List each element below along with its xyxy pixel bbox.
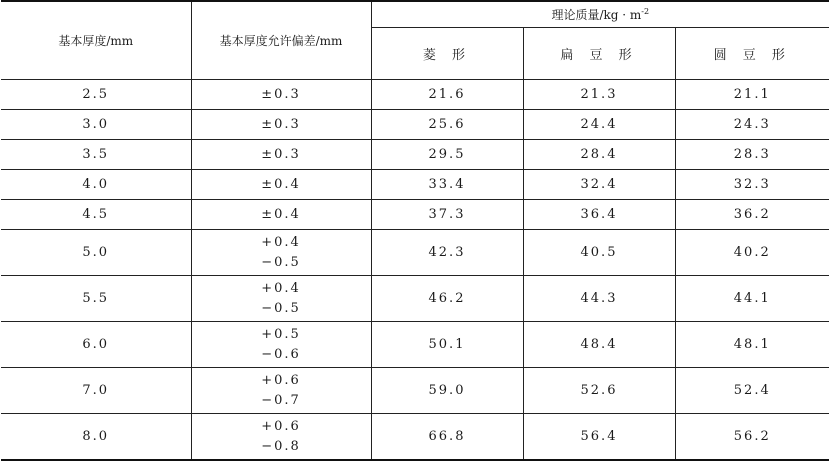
cell-mass-round-bean: 52.4 [675,368,829,414]
header-pattern-round-bean: 圆 豆 形 [675,28,829,80]
tolerance-value: ±0.4 [261,176,301,192]
tolerance-value: −0.8 [261,438,301,454]
cell-mass-diamond: 42.3 [371,230,523,276]
cell-mass-lentil: 40.5 [523,230,675,276]
cell-mass-round-bean: 24.3 [675,110,829,140]
cell-thickness: 8.0 [1,414,191,461]
table-row [1,230,829,276]
cell-thickness: 3.0 [1,110,191,140]
table-row [1,140,829,170]
cell-mass-lentil: 28.4 [523,140,675,170]
header-mass-group-text: 理论质量/kg · m [551,8,642,22]
tolerance-value: −0.7 [261,392,301,408]
cell-thickness: 5.0 [1,230,191,276]
tolerance-value: ±0.3 [261,146,301,162]
cell-mass-lentil: 56.4 [523,414,675,461]
header-pattern-diamond: 菱 形 [371,28,523,80]
weight-table [1,0,829,461]
cell-mass-round-bean: 28.3 [675,140,829,170]
cell-thickness: 2.5 [1,80,191,110]
cell-thickness: 3.5 [1,140,191,170]
cell-mass-round-bean: 40.2 [675,230,829,276]
tolerance-value: +0.4 [261,234,301,250]
cell-mass-diamond: 33.4 [371,170,523,200]
table-row [1,368,829,414]
cell-mass-lentil: 24.4 [523,110,675,140]
tolerance-value: +0.5 [261,326,301,342]
cell-mass-round-bean: 21.1 [675,80,829,110]
cell-tolerance [191,414,371,461]
cell-tolerance [191,170,371,200]
cell-mass-lentil: 32.4 [523,170,675,200]
header-mass-group-exponent: -2 [641,7,650,16]
table-row [1,200,829,230]
cell-mass-lentil: 44.3 [523,276,675,322]
table-row [1,80,829,110]
cell-thickness: 7.0 [1,368,191,414]
cell-thickness: 6.0 [1,322,191,368]
table-row [1,414,829,461]
cell-mass-round-bean: 56.2 [675,414,829,461]
cell-tolerance [191,200,371,230]
cell-thickness: 4.0 [1,170,191,200]
cell-mass-diamond: 37.3 [371,200,523,230]
header-mass-group [371,1,829,28]
cell-tolerance [191,276,371,322]
cell-mass-lentil: 36.4 [523,200,675,230]
tolerance-value: ±0.4 [261,206,301,222]
cell-mass-round-bean: 36.2 [675,200,829,230]
cell-tolerance [191,230,371,276]
cell-mass-diamond: 59.0 [371,368,523,414]
tolerance-value: −0.5 [261,254,301,270]
table-row [1,276,829,322]
tolerance-value: +0.6 [261,372,301,388]
cell-mass-diamond: 50.1 [371,322,523,368]
cell-tolerance [191,368,371,414]
header-thickness: 基本厚度/mm [1,1,191,80]
table-row [1,110,829,140]
tolerance-value: +0.6 [261,418,301,434]
cell-mass-diamond: 25.6 [371,110,523,140]
cell-mass-round-bean: 44.1 [675,276,829,322]
cell-mass-diamond: 21.6 [371,80,523,110]
cell-mass-round-bean: 32.3 [675,170,829,200]
cell-tolerance [191,322,371,368]
cell-thickness: 4.5 [1,200,191,230]
cell-tolerance [191,110,371,140]
table-row [1,170,829,200]
tolerance-value: −0.5 [261,300,301,316]
cell-tolerance [191,140,371,170]
cell-mass-lentil: 48.4 [523,322,675,368]
tolerance-value: ±0.3 [261,116,301,132]
tolerance-value: ±0.3 [261,86,301,102]
cell-mass-round-bean: 48.1 [675,322,829,368]
tolerance-value: +0.4 [261,280,301,296]
tolerance-value: −0.6 [261,346,301,362]
cell-mass-lentil: 52.6 [523,368,675,414]
cell-tolerance [191,80,371,110]
cell-mass-diamond: 46.2 [371,276,523,322]
header-pattern-lentil: 扁 豆 形 [523,28,675,80]
cell-thickness: 5.5 [1,276,191,322]
table-body [1,80,829,461]
header-tolerance: 基本厚度允许偏差/mm [191,1,371,80]
table-row [1,322,829,368]
cell-mass-diamond: 66.8 [371,414,523,461]
cell-mass-lentil: 21.3 [523,80,675,110]
cell-mass-diamond: 29.5 [371,140,523,170]
